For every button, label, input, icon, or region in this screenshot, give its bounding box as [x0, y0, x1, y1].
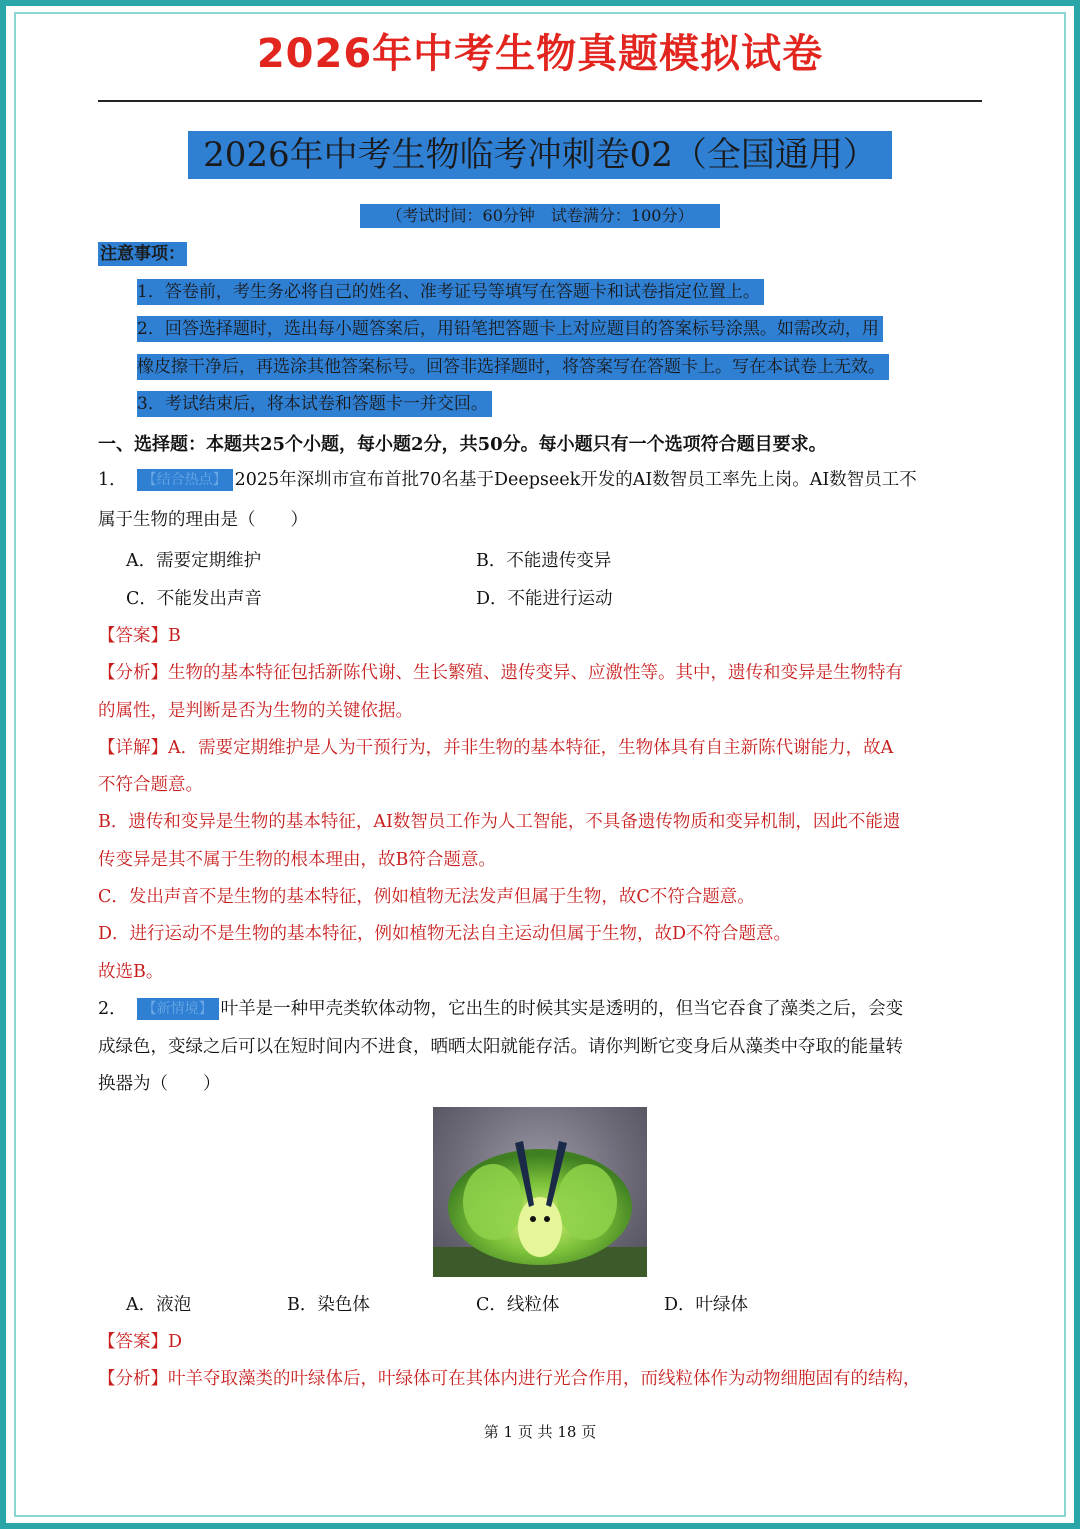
q2-number: 2． [98, 999, 127, 1019]
notes-heading: 注意事项： [100, 244, 185, 264]
q1-option-b: B．不能遗传变异 [476, 551, 612, 571]
q1-detail-cont: 不符合题意。 [98, 775, 203, 795]
page-number: 第 1 页 共 18 页 [483, 1423, 597, 1441]
title-divider [98, 100, 982, 102]
q2-stem-cont2: 换器为（ ） [98, 1074, 221, 1094]
note-item: 2．回答选择题时，选出每小题答案后，用铅笔把答题卡上对应题目的答案标号涂黑。如需改动，用 [137, 316, 883, 342]
q2-option-a: A．液泡 [126, 1295, 192, 1315]
q1-analysis: 【分析】生物的基本特征包括新陈代谢、生长繁殖、遗传变异、应激性等。其中，遗传和变异是生物特有 [98, 663, 903, 683]
paper-title: 2026年中考生物临考冲刺卷02（全国通用） [188, 131, 892, 179]
q1-detail-b: B．遗传和变异是生物的基本特征，AI数智员工作为人工智能，不具备遗传物质和变异机制，因此不能遗 [98, 812, 901, 832]
q1-option-a: A．需要定期维护 [126, 551, 262, 571]
q1-stem-text: 2025年深圳市宣布首批70名基于Deepseek开发的AI数智员工率先上岗。AI数智员工不 [234, 470, 917, 490]
q1-detail-d: D．进行运动不是生物的基本特征，例如植物无法自主运动但属于生物，故D不符合题意。 [98, 924, 792, 944]
note-item: 1．答卷前，考生务必将自己的姓名、准考证号等填写在答题卡和试卷指定位置上。 [137, 279, 764, 305]
q1-stem-cont: 属于生物的理由是（ ） [98, 510, 308, 530]
q2-option-c: C．线粒体 [476, 1295, 560, 1315]
section-title: 一、选择题：本题共25个小题，每小题2分，共50分。每小题只有一个选项符合题目要求。 [98, 434, 827, 455]
q1-conclusion: 故选B。 [98, 962, 164, 982]
banner-title: 2026年中考生物真题模拟试卷 [256, 31, 824, 77]
q1-option-c: C．不能发出声音 [126, 589, 262, 609]
q2-stem-text: 叶羊是一种甲壳类软体动物，它出生的时候其实是透明的，但当它吞食了藻类之后，会变 [220, 999, 904, 1019]
q1-answer: 【答案】B [98, 626, 181, 646]
q1-number: 1． [98, 470, 127, 490]
q2-tag: 【新情境】 [137, 998, 219, 1020]
q1-tag: 【结合热点】 [137, 469, 233, 491]
q1-stem [98, 468, 917, 492]
q1-detail-c: C．发出声音不是生物的基本特征，例如植物无法发声但属于生物，故C不符合题意。 [98, 887, 755, 907]
q1-detail-b-cont: 传变异是其不属于生物的根本理由，故B符合题意。 [98, 850, 496, 870]
note-item: 橡皮擦干净后，再选涂其他答案标号。回答非选择题时，将答案写在答题卡上。写在本试卷上无效。 [137, 354, 889, 380]
q2-option-d: D．叶绿体 [664, 1295, 749, 1315]
q2-analysis: 【分析】叶羊夺取藻类的叶绿体后，叶绿体可在其体内进行光合作用，而线粒体作为动物细胞固有的结构， [98, 1369, 921, 1389]
q2-answer: 【答案】D [98, 1332, 183, 1352]
q1-detail: 【详解】A．需要定期维护是人为干预行为，并非生物的基本特征，生物体具有自主新陈代谢能力，故A [98, 738, 894, 758]
q2-stem [98, 997, 903, 1021]
q1-option-d: D．不能进行运动 [476, 589, 613, 609]
q2-stem-cont: 成绿色，变绿之后可以在短时间内不进食，晒晒太阳就能存活。请你判断它变身后从藻类中夺取的能量转 [98, 1037, 903, 1057]
q2-option-b: B．染色体 [287, 1295, 370, 1315]
paper-subtitle: （考试时间：60分钟 试卷满分：100分） [360, 204, 720, 228]
q1-analysis-cont: 的属性，是判断是否为生物的关键依据。 [98, 701, 413, 721]
note-item: 3．考试结束后，将本试卷和答题卡一并交回。 [137, 391, 492, 417]
leaf-sheep-photo [433, 1107, 647, 1277]
